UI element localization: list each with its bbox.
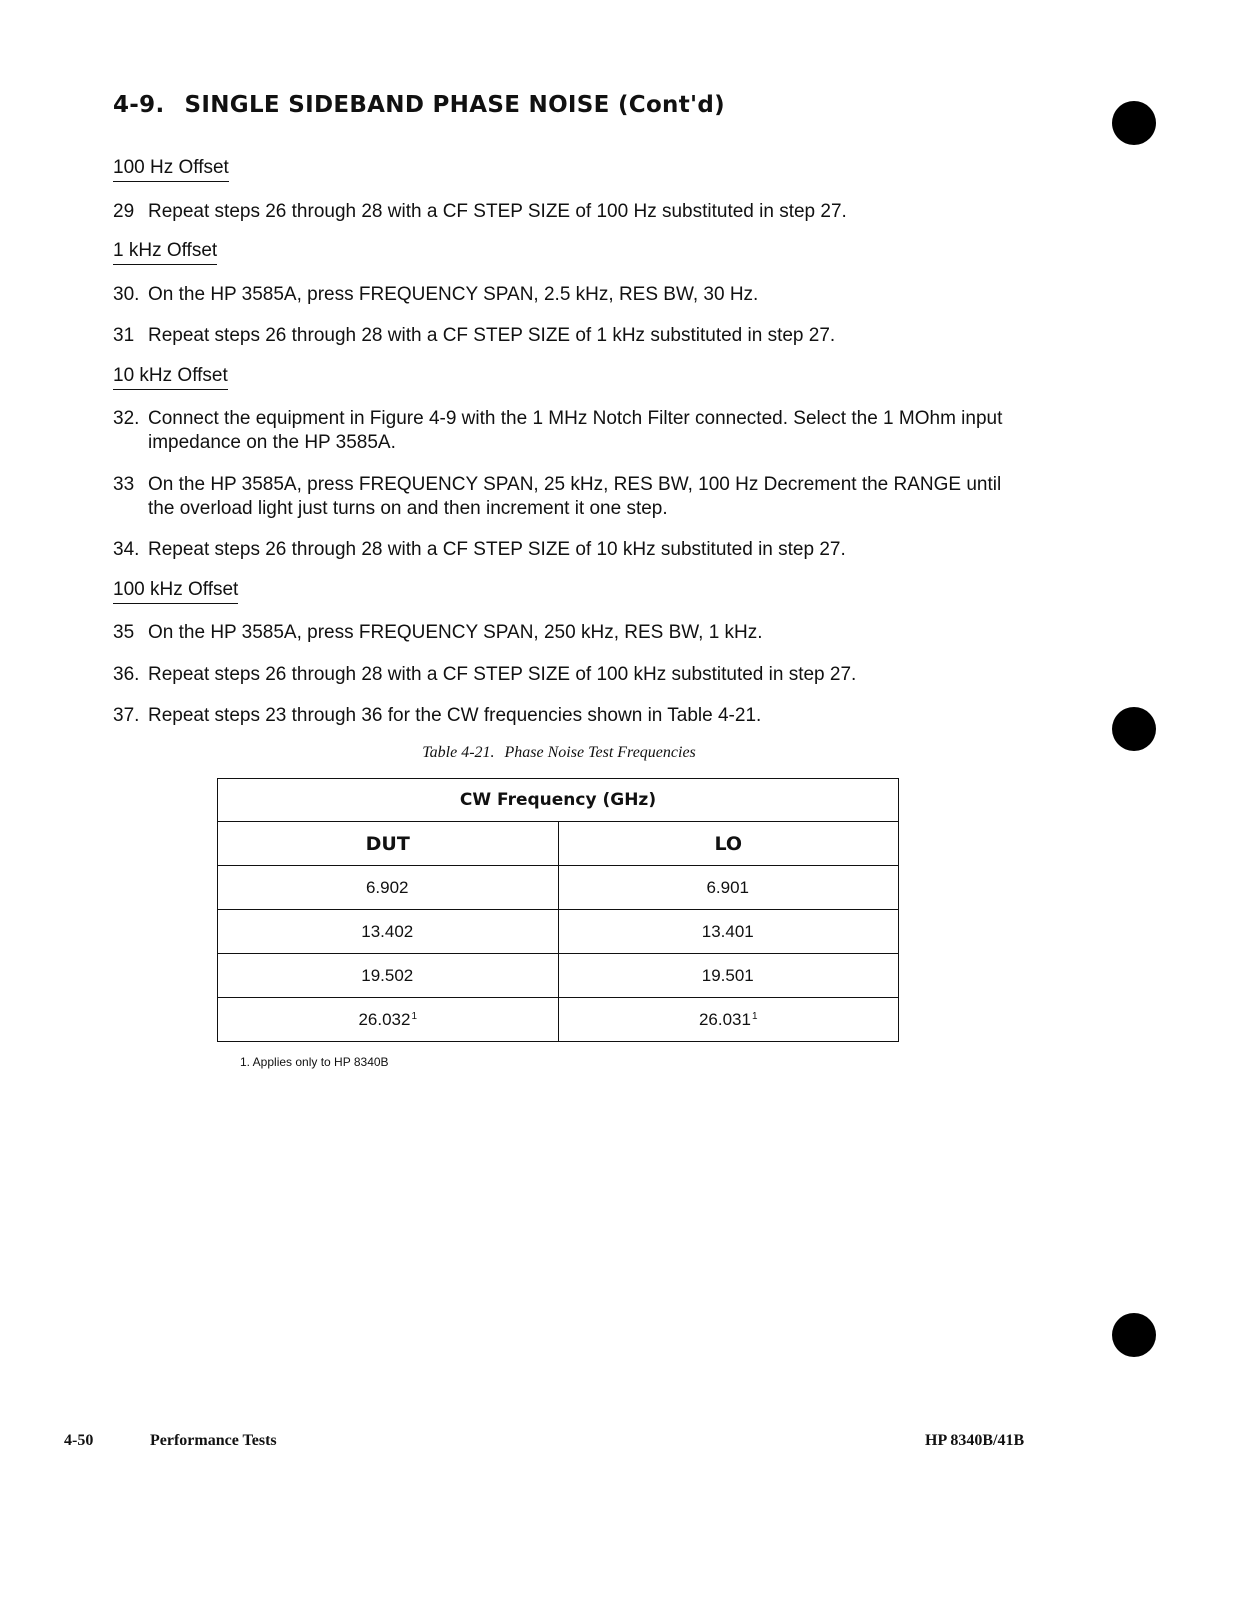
step-number: 36. — [113, 664, 140, 685]
table-footnote: 1. Applies only to HP 8340B — [240, 1055, 389, 1069]
footer-chapter: Performance Tests — [150, 1432, 277, 1449]
table-caption-label: Table 4-21. — [422, 744, 495, 761]
cell-lo: 19.501 — [558, 954, 899, 998]
step-number: 29 — [113, 201, 135, 222]
step-text: Repeat steps 26 through 28 with a CF STEP SIZE of 10 kHz substituted in step 27. — [148, 539, 846, 560]
step-text: Repeat steps 26 through 28 with a CF STEP SIZE of 100 kHz substituted in step 27. — [148, 664, 857, 685]
column-header-dut: DUT — [218, 822, 559, 866]
binder-hole-bottom — [1112, 1313, 1156, 1357]
step-number: 37. — [113, 705, 140, 726]
step-29 — [113, 200, 1023, 224]
section-number: 4-9. — [113, 92, 165, 118]
step-number: 32. — [113, 408, 140, 429]
column-header-lo: LO — [558, 822, 899, 866]
section-title: SINGLE SIDEBAND PHASE NOISE (Cont'd) — [184, 92, 725, 118]
step-34 — [113, 538, 1023, 562]
subheading-1khz-offset: 1 kHz Offset — [113, 240, 217, 265]
subheading-10khz-offset: 10 kHz Offset — [113, 365, 228, 390]
step-text: On the HP 3585A, press FREQUENCY SPAN, 25 kHz, RES BW, 100 Hz Decrement the RANGE until the overload light just turns on and then increment it one step. — [148, 474, 1002, 519]
cell-dut: 13.402 — [218, 910, 559, 954]
step-31 — [113, 324, 1023, 348]
table-row — [218, 998, 899, 1042]
table-group-header-row — [218, 779, 899, 822]
subheading-100khz-offset: 100 kHz Offset — [113, 579, 238, 604]
footnote-marker: 1 — [411, 1010, 418, 1022]
footnote-marker: 1 — [751, 1010, 758, 1022]
cell-lo: 6.901 — [558, 866, 899, 910]
step-35 — [113, 621, 1023, 645]
step-text: Repeat steps 26 through 28 with a CF STEP SIZE of 1 kHz substituted in step 27. — [148, 325, 836, 346]
step-32 — [113, 407, 1023, 455]
binder-hole-middle — [1112, 707, 1156, 751]
step-33 — [113, 473, 1023, 521]
step-text: Repeat steps 26 through 28 with a CF STEP SIZE of 100 Hz substituted in step 27. — [148, 201, 847, 222]
step-number: 30. — [113, 284, 140, 305]
step-text: On the HP 3585A, press FREQUENCY SPAN, 250 kHz, RES BW, 1 kHz. — [148, 622, 763, 643]
step-text: Connect the equipment in Figure 4-9 with the 1 MHz Notch Filter connected. Select the 1 MOhm input impedance on the HP 3585A. — [148, 408, 1003, 453]
step-30 — [113, 283, 1023, 307]
step-number: 33 — [113, 474, 135, 495]
step-number: 35 — [113, 622, 135, 643]
step-36 — [113, 663, 1023, 687]
footer-page-number: 4-50 — [64, 1432, 94, 1449]
step-text: Repeat steps 23 through 36 for the CW frequencies shown in Table 4-21. — [148, 705, 762, 726]
table-row — [218, 866, 899, 910]
cell-dut: 26.032$^1$ — [218, 998, 559, 1042]
phase-noise-frequency-table — [217, 778, 899, 1042]
step-number: 34. — [113, 539, 140, 560]
subheading-100hz-offset: 100 Hz Offset — [113, 157, 229, 182]
binder-hole-top — [1112, 101, 1156, 145]
step-number: 31 — [113, 325, 135, 346]
cell-lo: 13.401 — [558, 910, 899, 954]
cell-lo: 26.031$^1$ — [558, 998, 899, 1042]
table-row — [218, 910, 899, 954]
step-37 — [113, 704, 1023, 728]
page-title — [113, 92, 725, 118]
cell-dut: 6.902 — [218, 866, 559, 910]
table-caption — [0, 744, 1118, 762]
table-row — [218, 954, 899, 998]
table-caption-title: Phase Noise Test Frequencies — [504, 744, 696, 761]
table-column-header-row — [218, 822, 899, 866]
group-header: CW Frequency (GHz) — [218, 779, 899, 822]
cell-dut: 19.502 — [218, 954, 559, 998]
step-text: On the HP 3585A, press FREQUENCY SPAN, 2.5 kHz, RES BW, 30 Hz. — [148, 284, 759, 305]
footer-model: HP 8340B/41B — [925, 1432, 1025, 1449]
